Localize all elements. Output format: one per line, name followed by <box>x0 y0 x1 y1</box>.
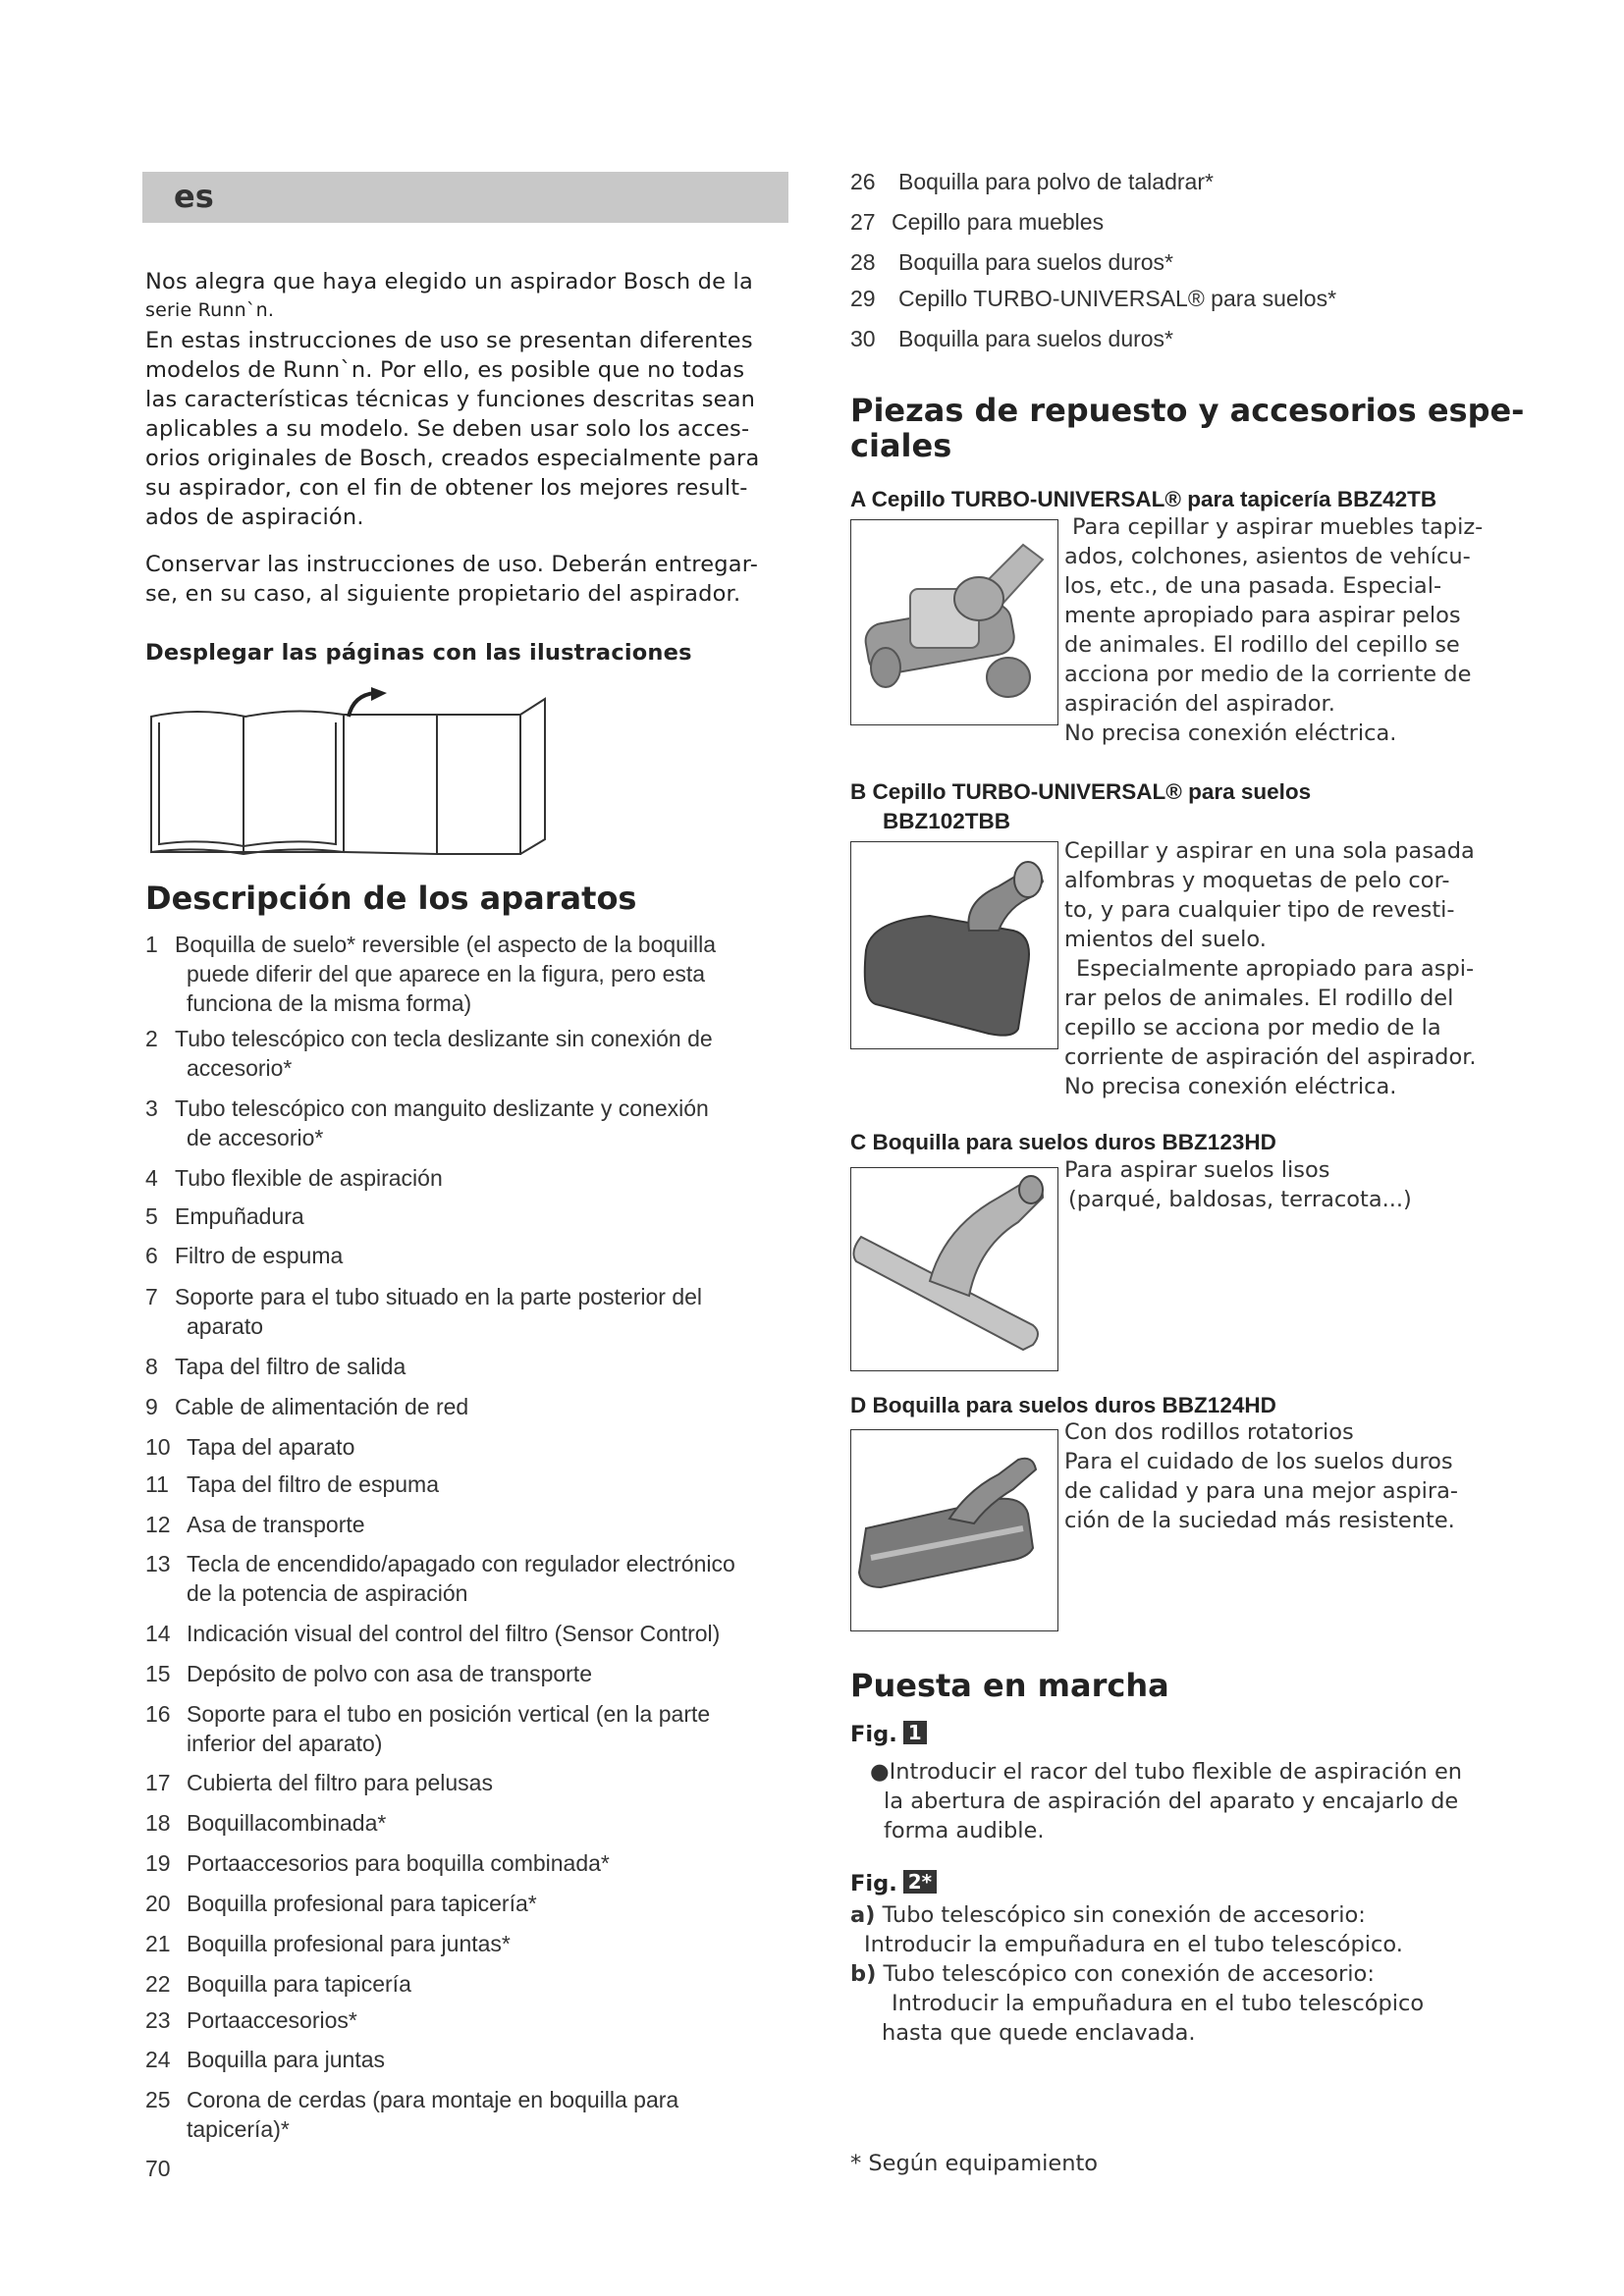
fig-number-badge: 1 <box>903 1721 927 1744</box>
description-line: de animales. El rodillo del cepillo se <box>1064 632 1460 658</box>
item-text: Boquilla para polvo de taladrar* <box>898 169 1214 194</box>
item-text: Tapa del filtro de espuma <box>187 1471 439 1497</box>
description-line: ados, colchones, asientos de vehícu- <box>1064 544 1471 569</box>
list-item <box>145 1889 803 1918</box>
item-text: Corona de cerdas (para montaje en boquilla para <box>187 2087 679 2112</box>
item-number: 20 <box>145 1891 171 1916</box>
list-item <box>145 2005 803 2035</box>
item-text: de accesorio* <box>187 1125 324 1150</box>
description-line: alfombras y moquetas de pelo cor- <box>1064 868 1450 893</box>
step-label: a) <box>850 1902 876 1928</box>
item-text: Boquillacombinada* <box>187 1810 387 1836</box>
instruction-line: forma audible. <box>884 1818 1045 1843</box>
item-text: Tecla de encendido/apagado con regulador electrónico <box>187 1551 735 1576</box>
intro-line: serie Runn`n. <box>145 299 275 321</box>
item-text: funciona de la misma forma) <box>187 990 472 1016</box>
item-text: Tubo telescópico con manguito deslizante y conexión <box>175 1095 709 1121</box>
item-text: puede diferir del que aparece en la figura, pero esta <box>187 961 706 987</box>
list-item <box>145 1094 803 1152</box>
list-item <box>850 167 1439 196</box>
item-number: 4 <box>145 1165 158 1191</box>
description-line: No precisa conexión eléctrica. <box>1064 721 1397 746</box>
instruction-line: la abertura de aspiración del aparato y encajarlo de <box>884 1789 1459 1814</box>
item-text: Filtro de espuma <box>175 1243 344 1268</box>
accessory-a-description <box>1064 512 1496 748</box>
item-text: Tapa del aparato <box>187 1434 355 1460</box>
description-line: (parqué, baldosas, terracota...) <box>1068 1187 1412 1212</box>
accessory-d-title: D Boquilla para suelos duros BBZ124HD <box>850 1393 1276 1417</box>
item-text: Boquilla profesional para tapicería* <box>187 1891 537 1916</box>
description-line: to, y para cualquier tipo de revesti- <box>1064 897 1455 923</box>
item-number: 18 <box>145 1810 171 1836</box>
list-item <box>850 324 1439 353</box>
step-label: b) <box>850 1961 877 1987</box>
item-number: 1 <box>145 932 158 957</box>
item-number: 16 <box>145 1701 171 1727</box>
item-number: 12 <box>145 1512 171 1537</box>
list-item <box>145 1929 803 1958</box>
item-text: Cepillo para muebles <box>892 209 1105 235</box>
fig-2-label <box>850 1869 937 1898</box>
accessories-heading <box>850 393 1524 463</box>
item-text: Tapa del filtro de salida <box>175 1354 406 1379</box>
item-text: accesorio* <box>187 1055 293 1081</box>
instruction-line: Tubo telescópico con conexión de accesorio: <box>883 1961 1375 1987</box>
list-item <box>145 1768 803 1797</box>
list-item <box>145 1201 803 1231</box>
intro-line: ados de aspiración. <box>145 505 364 530</box>
item-number: 8 <box>145 1354 158 1379</box>
fig-number-badge: 2* <box>903 1870 937 1894</box>
intro-line: Conservar las instrucciones de uso. Deberán entregar- <box>145 552 759 577</box>
item-number: 23 <box>145 2007 171 2033</box>
description-line: los, etc., de una pasada. Especial- <box>1064 573 1442 599</box>
item-text: Boquilla profesional para juntas* <box>187 1931 511 1956</box>
item-text: Soporte para el tubo en posición vertical (en la parte <box>187 1701 711 1727</box>
list-item <box>145 1241 803 1270</box>
list-item <box>145 2045 803 2074</box>
instruction-line: Introducir la empuñadura en el tubo telescópico <box>892 1991 1425 2016</box>
description-line: Cepillar y aspirar en una sola pasada <box>1064 838 1475 864</box>
language-code: es <box>174 178 214 215</box>
intro-line: aplicables a su modelo. Se deben usar solo los acces- <box>145 416 750 442</box>
item-number: 7 <box>145 1284 158 1309</box>
bullet-icon: ● <box>870 1759 890 1785</box>
item-number: 10 <box>145 1434 171 1460</box>
item-number: 17 <box>145 1770 171 1795</box>
list-item <box>145 1969 803 1999</box>
fold-heading: Desplegar las páginas con las ilustraciones <box>145 640 692 666</box>
item-number: 5 <box>145 1203 158 1229</box>
item-text: Cubierta del filtro para pelusas <box>187 1770 493 1795</box>
page-number: 70 <box>145 2156 171 2181</box>
item-text: de la potencia de aspiración <box>187 1580 468 1606</box>
intro-line: su aspirador, con el fin de obtener los mejores result- <box>145 475 748 501</box>
item-number: 29 <box>850 286 876 311</box>
heading-line: ciales <box>850 427 952 464</box>
description-line: Para cepillar y aspirar muebles tapiz- <box>1072 514 1484 540</box>
item-text: Boquilla de suelo* reversible (el aspecto de la boquilla <box>175 932 717 957</box>
hard-floor-nozzle-rollers-icon <box>851 1430 1057 1630</box>
item-text: Tubo flexible de aspiración <box>175 1165 443 1191</box>
intro-paragraph-1 <box>145 267 793 324</box>
title-line: B Cepillo TURBO-UNIVERSAL® para suelos <box>850 779 1312 804</box>
item-text: Indicación visual del control del filtro (Sensor Control) <box>187 1621 721 1646</box>
upholstery-brush-icon <box>851 520 1057 724</box>
fig-label-text: Fig. <box>850 1722 897 1747</box>
item-number: 9 <box>145 1394 158 1419</box>
accessory-a-image <box>850 519 1058 725</box>
floor-brush-icon <box>851 842 1057 1048</box>
item-number: 15 <box>145 1661 171 1686</box>
item-number: 19 <box>145 1850 171 1876</box>
item-text: Portaaccesorios para boquilla combinada* <box>187 1850 610 1876</box>
item-text: inferior del aparato) <box>187 1731 383 1756</box>
list-item <box>145 1352 803 1381</box>
heading-line: Piezas de repuesto y accesorios espe- <box>850 392 1525 429</box>
accessory-c-title: C Boquilla para suelos duros BBZ123HD <box>850 1130 1276 1154</box>
description-line: No precisa conexión eléctrica. <box>1064 1074 1397 1099</box>
item-text: Empuñadura <box>175 1203 304 1229</box>
description-line: corriente de aspiración del aspirador. <box>1064 1044 1477 1070</box>
item-number: 11 <box>145 1471 169 1497</box>
list-item <box>145 1848 803 1878</box>
instruction-line: Tubo telescópico sin conexión de accesorio: <box>882 1902 1366 1928</box>
footnote: * Según equipamiento <box>850 2151 1099 2176</box>
description-line: Para el cuidado de los suelos duros <box>1064 1449 1453 1474</box>
description-line: de calidad y para una mejor aspira- <box>1064 1478 1459 1504</box>
accessory-d-description <box>1064 1417 1496 1535</box>
description-line: Para aspirar suelos lisos <box>1064 1157 1330 1183</box>
accessory-c-image <box>850 1167 1058 1371</box>
intro-line: En estas instrucciones de uso se presentan diferentes <box>145 328 753 353</box>
item-text: Cepillo TURBO-UNIVERSAL® para suelos* <box>898 286 1337 311</box>
description-heading: Descripción de los aparatos <box>145 880 637 917</box>
item-number: 21 <box>145 1931 171 1956</box>
list-item <box>145 1024 803 1083</box>
item-text: Boquilla para tapicería <box>187 1971 411 1997</box>
description-line: mente apropiado para aspirar pelos <box>1064 603 1461 628</box>
list-item <box>850 284 1439 313</box>
item-text: Boquilla para suelos duros* <box>898 249 1174 275</box>
intro-line: las características técnicas y funciones descritas sean <box>145 387 756 412</box>
description-line: acciona por medio de la corriente de <box>1064 662 1472 687</box>
list-item <box>145 1699 803 1758</box>
list-item <box>145 1619 803 1648</box>
item-number: 3 <box>145 1095 158 1121</box>
list-item <box>145 1549 803 1608</box>
list-item <box>850 247 1439 277</box>
list-item <box>145 1510 803 1539</box>
setup-heading: Puesta en marcha <box>850 1667 1169 1704</box>
list-item <box>145 1432 803 1462</box>
item-number: 14 <box>145 1621 171 1646</box>
item-text: Depósito de polvo con asa de transporte <box>187 1661 592 1686</box>
item-text: Asa de transporte <box>187 1512 365 1537</box>
accessory-b-image <box>850 841 1058 1049</box>
list-item <box>145 1808 803 1838</box>
intro-line: Nos alegra que haya elegido un aspirador Bosch de la <box>145 269 753 294</box>
item-text: Boquilla para suelos duros* <box>898 326 1174 351</box>
title-line: BBZ102TBB <box>883 809 1011 833</box>
list-item <box>145 930 803 1018</box>
instruction-line: Introducir el racor del tubo flexible de aspiración en <box>889 1759 1463 1785</box>
item-text: aparato <box>187 1313 264 1339</box>
item-number: 28 <box>850 249 876 275</box>
fig-label-text: Fig. <box>850 1871 897 1896</box>
item-text: Cable de alimentación de red <box>175 1394 469 1419</box>
instruction-line: Introducir la empuñadura en el tubo telescópico. <box>864 1932 1403 1957</box>
intro-paragraph-2 <box>145 326 793 532</box>
item-number: 27 <box>850 209 876 235</box>
accessory-a-title: A Cepillo TURBO-UNIVERSAL® para tapicería BBZ42TB <box>850 487 1437 511</box>
item-number: 30 <box>850 326 876 351</box>
item-number: 13 <box>145 1551 171 1576</box>
list-item <box>145 1659 803 1688</box>
fig-2-instructions <box>850 1900 1498 2048</box>
item-text: Boquilla para juntas <box>187 2047 386 2072</box>
hard-floor-nozzle-icon <box>851 1168 1057 1370</box>
list-item <box>850 207 1439 237</box>
description-line: mientos del suelo. <box>1064 927 1267 952</box>
intro-line: modelos de Runn`n. Por ello, es posible que no todas <box>145 357 745 383</box>
list-item <box>145 1392 803 1421</box>
description-line: rar pelos de animales. El rodillo del <box>1064 986 1454 1011</box>
list-item <box>145 1282 803 1341</box>
intro-line: se, en su caso, al siguiente propietario del aspirador. <box>145 581 741 607</box>
item-number: 22 <box>145 1971 171 1997</box>
description-line: Con dos rodillos rotatorios <box>1064 1419 1354 1445</box>
language-bar <box>142 172 788 223</box>
accessory-b-description <box>1064 836 1496 1101</box>
fig-1-instructions <box>870 1757 1498 1845</box>
item-text: Soporte para el tubo situado en la parte posterior del <box>175 1284 703 1309</box>
accessory-c-description <box>1064 1155 1496 1214</box>
description-line: aspiración del aspirador. <box>1064 691 1335 717</box>
accessory-d-image <box>850 1429 1058 1631</box>
item-number: 24 <box>145 2047 171 2072</box>
item-number: 6 <box>145 1243 158 1268</box>
item-text: tapicería)* <box>187 2116 290 2142</box>
list-item <box>145 1163 803 1193</box>
description-line: cepillo se acciona por medio de la <box>1064 1015 1441 1041</box>
accessory-b-title <box>850 777 1311 836</box>
list-item <box>145 2085 803 2144</box>
fig-1-label <box>850 1720 927 1749</box>
instruction-line: hasta que quede enclavada. <box>882 2020 1196 2046</box>
intro-line: orios originales de Bosch, creados especialmente para <box>145 446 760 471</box>
item-number: 25 <box>145 2087 171 2112</box>
item-text: Portaaccesorios* <box>187 2007 357 2033</box>
description-line: Especialmente apropiado para aspi- <box>1076 956 1475 982</box>
item-text: Tubo telescópico con tecla deslizante sin conexión de <box>175 1026 713 1051</box>
fold-pages-illustration <box>147 687 560 864</box>
item-number: 26 <box>850 169 876 194</box>
item-number: 2 <box>145 1026 158 1051</box>
intro-paragraph-3 <box>145 550 793 609</box>
description-line: ción de la suciedad más resistente. <box>1064 1508 1455 1533</box>
list-item <box>145 1469 803 1499</box>
